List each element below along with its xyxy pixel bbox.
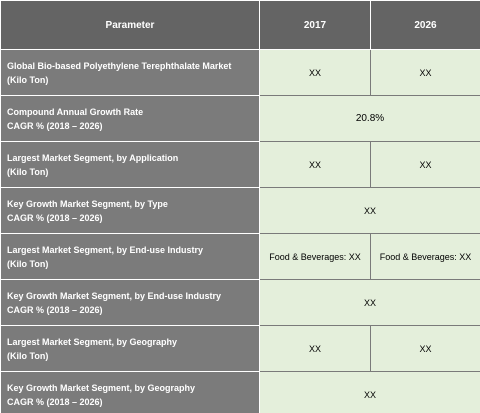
- header-parameter: Parameter: [1, 1, 260, 50]
- parameter-unit: (Kilo Ton): [7, 166, 49, 177]
- parameter-unit: CAGR % (2018 – 2026): [7, 396, 103, 407]
- header-row: [1, 1, 480, 50]
- parameter-name: Largest Market Segment, by End-use Industry: [7, 244, 204, 255]
- parameter-cell: [1, 372, 260, 413]
- parameter-cell: [1, 326, 260, 372]
- parameter-unit: CAGR % (2018 – 2026): [7, 120, 103, 131]
- parameter-unit: (Kilo Ton): [7, 74, 49, 85]
- parameter-name: Largest Market Segment, by Geography: [7, 336, 178, 347]
- table-row: [1, 142, 480, 188]
- value-merged: 20.8%: [260, 96, 480, 142]
- parameter-unit: (Kilo Ton): [7, 350, 49, 361]
- value-2017: XX: [260, 142, 371, 188]
- parameter-name: Key Growth Market Segment, by Type: [7, 198, 168, 209]
- parameter-name: Global Bio-based Polyethylene Terephthalate Market: [7, 60, 232, 71]
- parameter-cell: [1, 96, 260, 142]
- value-merged: XX: [260, 188, 480, 234]
- value-merged: XX: [260, 280, 480, 326]
- parameter-unit: (Kilo Ton): [7, 258, 49, 269]
- header-2017: 2017: [260, 1, 371, 50]
- table-row: [1, 326, 480, 372]
- value-2026: XX: [371, 50, 480, 96]
- parameter-cell: [1, 188, 260, 234]
- table-row: [1, 372, 480, 413]
- table-row: [1, 188, 480, 234]
- value-2026: XX: [371, 142, 480, 188]
- parameter-cell: [1, 280, 260, 326]
- table-row: [1, 50, 480, 96]
- parameter-unit: CAGR % (2018 – 2026): [7, 304, 103, 315]
- value-2017: Food & Beverages: XX: [260, 234, 371, 280]
- table-row: [1, 234, 480, 280]
- table-row: [1, 280, 480, 326]
- value-2017: XX: [260, 50, 371, 96]
- value-2026: Food & Beverages: XX: [371, 234, 480, 280]
- table-row: [1, 96, 480, 142]
- header-2026: 2026: [371, 1, 480, 50]
- parameter-name: Compound Annual Growth Rate: [7, 106, 144, 117]
- parameter-unit: CAGR % (2018 – 2026): [7, 212, 103, 223]
- parameter-name: Largest Market Segment, by Application: [7, 152, 179, 163]
- value-merged: XX: [260, 372, 480, 413]
- parameter-cell: [1, 234, 260, 280]
- parameter-name: Key Growth Market Segment, by Geography: [7, 382, 196, 393]
- value-2026: XX: [371, 326, 480, 372]
- parameter-name: Key Growth Market Segment, by End-use Industry: [7, 290, 222, 301]
- parameter-cell: [1, 50, 260, 96]
- value-2017: XX: [260, 326, 371, 372]
- parameter-cell: [1, 142, 260, 188]
